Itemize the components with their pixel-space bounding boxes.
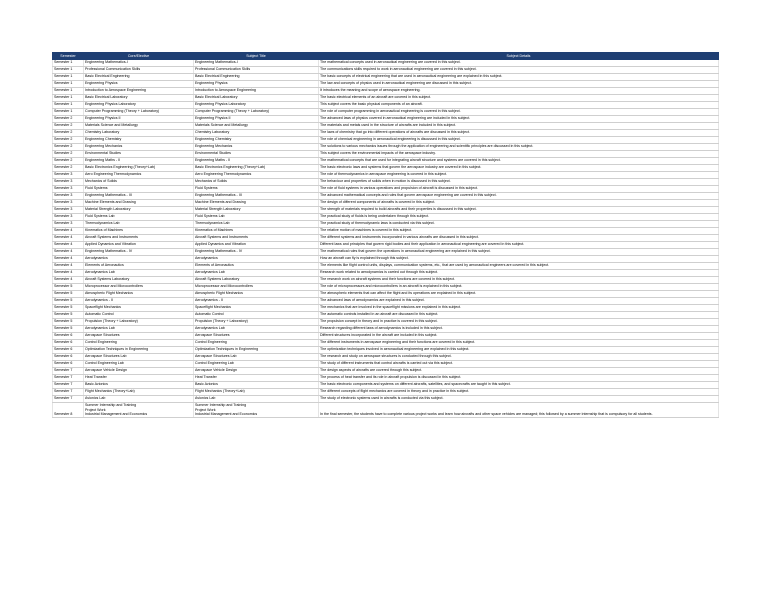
cell-subject-details: The mathematical rules that govern the operations in aeronautical engineering are explained in this subject.	[319, 248, 719, 255]
cell-semester: Semester 4	[53, 234, 84, 241]
table-row	[53, 185, 719, 192]
cell-core-elective: Thermodynamics Lab	[84, 220, 194, 227]
table-row	[53, 381, 719, 388]
table-row	[53, 318, 719, 325]
table-row	[53, 269, 719, 276]
cell-core-elective: Engineering Physics Laboratory	[84, 101, 194, 108]
cell-semester: Semester 5	[53, 283, 84, 290]
cell-subject-title: Summer Internship and Training Project Work Industrial Management and Economics	[194, 402, 319, 417]
cell-subject-title: Material Strength Laboratory	[194, 206, 319, 213]
cell-subject-details: The mathematical concepts that are used for integrating aircraft structure and systems are covered in this subject.	[319, 157, 719, 164]
cell-subject-details: The materials and metals used in the structure of aircrafts are included in this subject.	[319, 122, 719, 129]
table-row	[53, 73, 719, 80]
cell-subject-details: The process of heat transfer and its role in aircraft propulsion is discussed in this subject.	[319, 374, 719, 381]
table-row	[53, 346, 719, 353]
cell-core-elective: Engineering Mathematics - III	[84, 192, 194, 199]
cell-core-elective: Aero Engineering Thermodynamics	[84, 171, 194, 178]
cell-subject-title: Engineering Physics II	[194, 115, 319, 122]
cell-subject-details: Different laws and principles that govern rigid bodies and their application in aeronautical engineering are covered in this subject.	[319, 241, 719, 248]
cell-core-elective: Kinematics of Machines	[84, 227, 194, 234]
cell-subject-title: Engineering Chemistry	[194, 136, 319, 143]
table-row	[53, 395, 719, 402]
header-subject-title: Subject Title	[194, 53, 319, 60]
cell-semester: Semester 3	[53, 220, 84, 227]
cell-subject-title: Atmospheric Flight Mechanics	[194, 290, 319, 297]
cell-semester: Semester 4	[53, 227, 84, 234]
cell-subject-title: Chemistry Laboratory	[194, 129, 319, 136]
cell-subject-title: Avionics Lab	[194, 395, 319, 402]
table-row	[53, 262, 719, 269]
table-row	[53, 101, 719, 108]
table-row	[53, 164, 719, 171]
cell-subject-details: The solutions to various mechanics issues through the application of engineering and scientific principles are discussed in this subject.	[319, 143, 719, 150]
cell-subject-title: Engineering Maths - II	[194, 157, 319, 164]
cell-semester: Semester 5	[53, 304, 84, 311]
table-row	[53, 94, 719, 101]
cell-core-elective: Mechanics of Solids	[84, 178, 194, 185]
cell-subject-details: The atmospheric elements that can affect the flight and its operations are explained in this subject.	[319, 290, 719, 297]
cell-semester: Semester 2	[53, 115, 84, 122]
cell-subject-title: Heat Transfer	[194, 374, 319, 381]
cell-subject-details: The advanced laws of physics covered in aeronautical engineering are included in this subject.	[319, 115, 719, 122]
cell-semester: Semester 6	[53, 339, 84, 346]
cell-core-elective: Engineering Mechanics	[84, 143, 194, 150]
table-row	[53, 283, 719, 290]
cell-semester: Semester 1	[53, 59, 84, 66]
cell-subject-title: Aircraft Systems and Instruments	[194, 234, 319, 241]
cell-semester: Semester 1	[53, 87, 84, 94]
table-body	[53, 59, 719, 417]
table-row	[53, 353, 719, 360]
cell-subject-title: Kinematics of Machines	[194, 227, 319, 234]
cell-subject-title: Environmental Studies	[194, 150, 319, 157]
cell-semester: Semester 4	[53, 262, 84, 269]
cell-core-elective: Basic Avionics	[84, 381, 194, 388]
cell-subject-details: The behaviour and properties of solids when in motion is discussed in this subject.	[319, 178, 719, 185]
cell-semester: Semester 1	[53, 101, 84, 108]
cell-core-elective: Spaceflight Mechanics	[84, 304, 194, 311]
cell-subject-details: The practical study of fluids is being undertaken through this subject.	[319, 213, 719, 220]
cell-subject-details: The elements like flight control units, displays, communication systems, etc., that are used by aeronautical engineers are covered in this subject.	[319, 262, 719, 269]
cell-subject-title: Automatic Control	[194, 311, 319, 318]
cell-subject-details: It introduces the meaning and scope of aerospace engineering.	[319, 87, 719, 94]
cell-core-elective: Aerodynamics	[84, 255, 194, 262]
cell-core-elective: Material Strength Laboratory	[84, 206, 194, 213]
cell-subject-details: The research work on aircraft systems and their functions are covered in this subject.	[319, 276, 719, 283]
cell-core-elective: Fluid Systems	[84, 185, 194, 192]
cell-semester: Semester 3	[53, 206, 84, 213]
cell-subject-title: Fluid Systems Lab	[194, 213, 319, 220]
cell-semester: Semester 2	[53, 122, 84, 129]
cell-semester: Semester 2	[53, 136, 84, 143]
cell-core-elective: Engineering Physics II	[84, 115, 194, 122]
cell-semester: Semester 3	[53, 178, 84, 185]
table-row	[53, 234, 719, 241]
table-row	[53, 136, 719, 143]
cell-semester: Semester 8	[53, 402, 84, 417]
cell-subject-title: Engineering Mathematics - IV	[194, 248, 319, 255]
cell-semester: Semester 2	[53, 129, 84, 136]
cell-subject-details: How an aircraft can fly is explained through this subject.	[319, 255, 719, 262]
cell-semester: Semester 4	[53, 255, 84, 262]
table-row	[53, 311, 719, 318]
cell-semester: Semester 4	[53, 241, 84, 248]
curriculum-sheet	[52, 52, 718, 418]
cell-subject-title: Aerodynamics - II	[194, 297, 319, 304]
cell-subject-details: The role of microprocessors and microcontrollers in an aircraft is explained in this subject.	[319, 283, 719, 290]
cell-semester: Semester 2	[53, 164, 84, 171]
cell-semester: Semester 3	[53, 171, 84, 178]
cell-subject-details: The different systems and instruments incorporated in various aircrafts are discussed in this subject.	[319, 234, 719, 241]
cell-core-elective: Basic Electrical Laboratory	[84, 94, 194, 101]
cell-subject-title: Elements of Aeronautics	[194, 262, 319, 269]
cell-core-elective: Control Engineering	[84, 339, 194, 346]
cell-core-elective: Summer Internship and Training Project Work Industrial Management and Economics	[84, 402, 194, 417]
cell-subject-details: The mathematical concepts used in aeronautical engineering are covered in this subject.	[319, 59, 719, 66]
cell-subject-title: Aerospace Structures	[194, 332, 319, 339]
cell-subject-title: Basic Electrical Engineering	[194, 73, 319, 80]
cell-core-elective: Aerospace Structures Lab	[84, 353, 194, 360]
table-row	[53, 59, 719, 66]
cell-subject-details: The optimization techniques involved in aeronautical engineering are explained in this subject.	[319, 346, 719, 353]
table-row	[53, 108, 719, 115]
cell-subject-details: The design of different components of aircrafts is covered in this subject.	[319, 199, 719, 206]
cell-core-elective: Engineering Mathematics-I	[84, 59, 194, 66]
cell-core-elective: Propulsion (Theory + Laboratory)	[84, 318, 194, 325]
cell-subject-details: The law and concepts of physics used in aeronautical engineering are discussed in this subject.	[319, 80, 719, 87]
cell-semester: Semester 4	[53, 276, 84, 283]
cell-subject-details: Research work related to aerodynamics is carried out through this subject.	[319, 269, 719, 276]
cell-semester: Semester 6	[53, 346, 84, 353]
cell-core-elective: Computer Programming (Theory + Laboratory)	[84, 108, 194, 115]
cell-semester: Semester 2	[53, 143, 84, 150]
cell-semester: Semester 5	[53, 318, 84, 325]
cell-subject-details: The role of chemical engineering in aeronautical engineering is discussed in this subject.	[319, 136, 719, 143]
cell-subject-title: Mechanics of Solids	[194, 178, 319, 185]
cell-subject-title: Fluid Systems	[194, 185, 319, 192]
cell-subject-title: Control Engineering	[194, 339, 319, 346]
cell-subject-title: Aerospace Vehicle Design	[194, 367, 319, 374]
cell-semester: Semester 7	[53, 388, 84, 395]
cell-core-elective: Applied Dynamics and Vibration	[84, 241, 194, 248]
cell-core-elective: Atmospheric Flight Mechanics	[84, 290, 194, 297]
cell-core-elective: Aerodynamics Lab	[84, 325, 194, 332]
cell-subject-title: Applied Dynamics and Vibration	[194, 241, 319, 248]
cell-semester: Semester 6	[53, 332, 84, 339]
table-row	[53, 339, 719, 346]
cell-subject-details: The laws of chemistry that go into different operations of aircrafts are discussed in this subject.	[319, 129, 719, 136]
cell-semester: Semester 7	[53, 395, 84, 402]
table-row	[53, 402, 719, 417]
table-row	[53, 290, 719, 297]
table-row	[53, 122, 719, 129]
cell-subject-title: Flight Mechanics (Theory+Lab)	[194, 388, 319, 395]
cell-subject-title: Aircraft Systems Laboratory	[194, 276, 319, 283]
cell-subject-details: The basic electrical elements of an aircraft are covered in this subject.	[319, 94, 719, 101]
cell-core-elective: Professional Communication Skills	[84, 66, 194, 73]
table-row	[53, 367, 719, 374]
cell-subject-title: Engineering Mathematics - III	[194, 192, 319, 199]
cell-subject-title: Introduction to Aerospace Engineering	[194, 87, 319, 94]
cell-core-elective: Elements of Aeronautics	[84, 262, 194, 269]
cell-subject-details: The study of electronic systems used in aircrafts is conducted via this subject.	[319, 395, 719, 402]
cell-subject-details: The different instruments in aerospace engineering and their functions are covered in this subject.	[319, 339, 719, 346]
cell-subject-title: Aerodynamics Lab	[194, 325, 319, 332]
cell-subject-title: Engineering Mechanics	[194, 143, 319, 150]
table-row	[53, 66, 719, 73]
cell-semester: Semester 7	[53, 367, 84, 374]
cell-subject-title: Aerospace Structures Lab	[194, 353, 319, 360]
cell-subject-details: The role of thermodynamics in aerospace engineering is covered in this subject.	[319, 171, 719, 178]
table-row	[53, 157, 719, 164]
cell-subject-title: Aerodynamics	[194, 255, 319, 262]
cell-subject-title: Aerodynamics Lab	[194, 269, 319, 276]
cell-semester: Semester 3	[53, 199, 84, 206]
cell-semester: Semester 4	[53, 248, 84, 255]
cell-core-elective: Aerodynamics - II	[84, 297, 194, 304]
cell-core-elective: Basic Electronics Engineering (Theory+Lab)	[84, 164, 194, 171]
cell-subject-title: Engineering Physics Laboratory	[194, 101, 319, 108]
table-row	[53, 255, 719, 262]
table-row	[53, 374, 719, 381]
cell-core-elective: Aerospace Vehicle Design	[84, 367, 194, 374]
cell-subject-details: The communications skills required to work in aeronautical engineering are covered in this subject.	[319, 66, 719, 73]
table-row	[53, 360, 719, 367]
cell-semester: Semester 5	[53, 311, 84, 318]
cell-subject-title: Aero Engineering Thermodynamics	[194, 171, 319, 178]
cell-subject-details: The advanced laws of aerodynamics are explained in this subject.	[319, 297, 719, 304]
cell-subject-title: Basic Electrical Laboratory	[194, 94, 319, 101]
cell-subject-details: This subject covers the environmental impacts of the aerospace industry.	[319, 150, 719, 157]
header-subject-details: Subject Details	[319, 53, 719, 60]
cell-core-elective: Engineering Mathematics - IV	[84, 248, 194, 255]
cell-core-elective: Aircraft Systems Laboratory	[84, 276, 194, 283]
cell-subject-details: This subject covers the basic physical components of an aircraft.	[319, 101, 719, 108]
cell-core-elective: Chemistry Laboratory	[84, 129, 194, 136]
cell-core-elective: Aircraft Systems and Instruments	[84, 234, 194, 241]
cell-core-elective: Engineering Maths - II	[84, 157, 194, 164]
cell-core-elective: Microprocessor and Microcontrollers	[84, 283, 194, 290]
cell-core-elective: Materials Science and Metallurgy	[84, 122, 194, 129]
cell-core-elective: Optimization Techniques in Engineering	[84, 346, 194, 353]
cell-semester: Semester 5	[53, 297, 84, 304]
cell-subject-details: The mechanics that are involved in the spaceflight missions are explained in this subject.	[319, 304, 719, 311]
cell-semester: Semester 5	[53, 290, 84, 297]
cell-core-elective: Engineering Chemistry	[84, 136, 194, 143]
cell-subject-details: Research regarding different laws of aerodynamics is included in this subject.	[319, 325, 719, 332]
cell-core-elective: Fluid Systems Lab	[84, 213, 194, 220]
cell-core-elective: Aerospace Structures	[84, 332, 194, 339]
table-row	[53, 388, 719, 395]
cell-semester: Semester 1	[53, 80, 84, 87]
cell-subject-details: The practical study of thermodynamic laws is conducted via this subject.	[319, 220, 719, 227]
cell-subject-title: Spaceflight Mechanics	[194, 304, 319, 311]
table-row	[53, 80, 719, 87]
cell-subject-details: The strength of materials required to build aircrafts and their properties is discussed in this subject.	[319, 206, 719, 213]
cell-core-elective: Heat Transfer	[84, 374, 194, 381]
table-row	[53, 192, 719, 199]
cell-subject-details: The advanced mathematical concepts and rules that govern aerospace engineering are covered in this subject.	[319, 192, 719, 199]
table-row	[53, 143, 719, 150]
cell-core-elective: Environmental Studies	[84, 150, 194, 157]
cell-subject-title: Materials Science and Metallurgy	[194, 122, 319, 129]
cell-subject-details: The role of fluid systems in various operations and propulsion of aircraft is discussed in this subject.	[319, 185, 719, 192]
cell-core-elective: Aerodynamics Lab	[84, 269, 194, 276]
table-row	[53, 171, 719, 178]
table-row	[53, 276, 719, 283]
cell-subject-details: The study of different instruments that control aircrafts is carried out via this subject.	[319, 360, 719, 367]
table-row	[53, 304, 719, 311]
cell-subject-title: Professional Communication Skills	[194, 66, 319, 73]
cell-subject-details: The basic electronic components and systems on different aircrafts, satellites, and spacecrafts are taught in this subject.	[319, 381, 719, 388]
cell-core-elective: Basic Electrical Engineering	[84, 73, 194, 80]
cell-subject-details: In the final semester, the students have to complete various project works and learn how aircrafts and other space vehicles are managed; this followed by a summer internship that is compulsory for all students.	[319, 402, 719, 417]
cell-subject-title: Basic Electronics Engineering (Theory+Lab)	[194, 164, 319, 171]
cell-subject-title: Control Engineering Lab	[194, 360, 319, 367]
table-row	[53, 213, 719, 220]
cell-semester: Semester 2	[53, 150, 84, 157]
cell-subject-title: Engineering Mathematics-I	[194, 59, 319, 66]
cell-subject-details: The basic electronic laws and systems that govern the aerospace industry are covered in this subject.	[319, 164, 719, 171]
cell-subject-details: Different structures incorporated in the aircraft are included in this subject.	[319, 332, 719, 339]
cell-subject-details: The role of computer programming in aeronautical engineering is covered in this subject.	[319, 108, 719, 115]
cell-subject-details: The design aspects of aircrafts are covered through this subject.	[319, 367, 719, 374]
cell-subject-details: The relative motion of machines is covered in this subject.	[319, 227, 719, 234]
cell-core-elective: Machine Elements and Drawing	[84, 199, 194, 206]
table-row	[53, 115, 719, 122]
curriculum-table	[52, 52, 719, 418]
cell-semester: Semester 1	[53, 94, 84, 101]
cell-semester: Semester 7	[53, 381, 84, 388]
table-row	[53, 87, 719, 94]
cell-subject-title: Optimization Techniques in Engineering	[194, 346, 319, 353]
table-row	[53, 325, 719, 332]
table-row	[53, 297, 719, 304]
cell-subject-title: Machine Elements and Drawing	[194, 199, 319, 206]
cell-subject-details: The research and study on aerospace structures is conducted through this subject.	[319, 353, 719, 360]
table-row	[53, 150, 719, 157]
table-row	[53, 129, 719, 136]
table-row	[53, 206, 719, 213]
cell-subject-title: Propulsion (Theory + Laboratory)	[194, 318, 319, 325]
header-core-elective: Core/Elective	[84, 53, 194, 60]
cell-semester: Semester 6	[53, 360, 84, 367]
cell-semester: Semester 1	[53, 108, 84, 115]
table-row	[53, 248, 719, 255]
cell-subject-details: The automatic controls installed in an aircraft are discussed in this subject.	[319, 311, 719, 318]
cell-core-elective: Avionics Lab	[84, 395, 194, 402]
cell-subject-details: The propulsion concept in theory and in practice is covered in this subject.	[319, 318, 719, 325]
cell-semester: Semester 3	[53, 213, 84, 220]
cell-subject-details: The basic concepts of electrical engineering that are used in aeronautical engineering are explained in this subject.	[319, 73, 719, 80]
cell-semester: Semester 2	[53, 157, 84, 164]
cell-semester: Semester 5	[53, 325, 84, 332]
cell-core-elective: Introduction to Aerospace Engineering	[84, 87, 194, 94]
cell-subject-title: Computer Programming (Theory + Laboratory)	[194, 108, 319, 115]
table-row	[53, 332, 719, 339]
cell-subject-title: Basic Avionics	[194, 381, 319, 388]
cell-core-elective: Automatic Control	[84, 311, 194, 318]
cell-semester: Semester 7	[53, 374, 84, 381]
cell-core-elective: Control Engineering Lab	[84, 360, 194, 367]
table-row	[53, 220, 719, 227]
cell-subject-title: Engineering Physics	[194, 80, 319, 87]
cell-semester: Semester 1	[53, 73, 84, 80]
cell-semester: Semester 3	[53, 185, 84, 192]
cell-subject-title: Microprocessor and Microcontrollers	[194, 283, 319, 290]
cell-semester: Semester 4	[53, 269, 84, 276]
cell-semester: Semester 6	[53, 353, 84, 360]
table-row	[53, 199, 719, 206]
table-row	[53, 178, 719, 185]
table-row	[53, 241, 719, 248]
cell-subject-details: The different concepts of flight mechanics are covered in theory and in practice in this subject.	[319, 388, 719, 395]
cell-semester: Semester 3	[53, 192, 84, 199]
cell-semester: Semester 1	[53, 66, 84, 73]
cell-core-elective: Engineering Physics	[84, 80, 194, 87]
cell-core-elective: Flight Mechanics (Theory+Lab)	[84, 388, 194, 395]
header-semester: Semester	[53, 53, 84, 60]
cell-subject-title: Thermodynamics Lab	[194, 220, 319, 227]
table-row	[53, 227, 719, 234]
